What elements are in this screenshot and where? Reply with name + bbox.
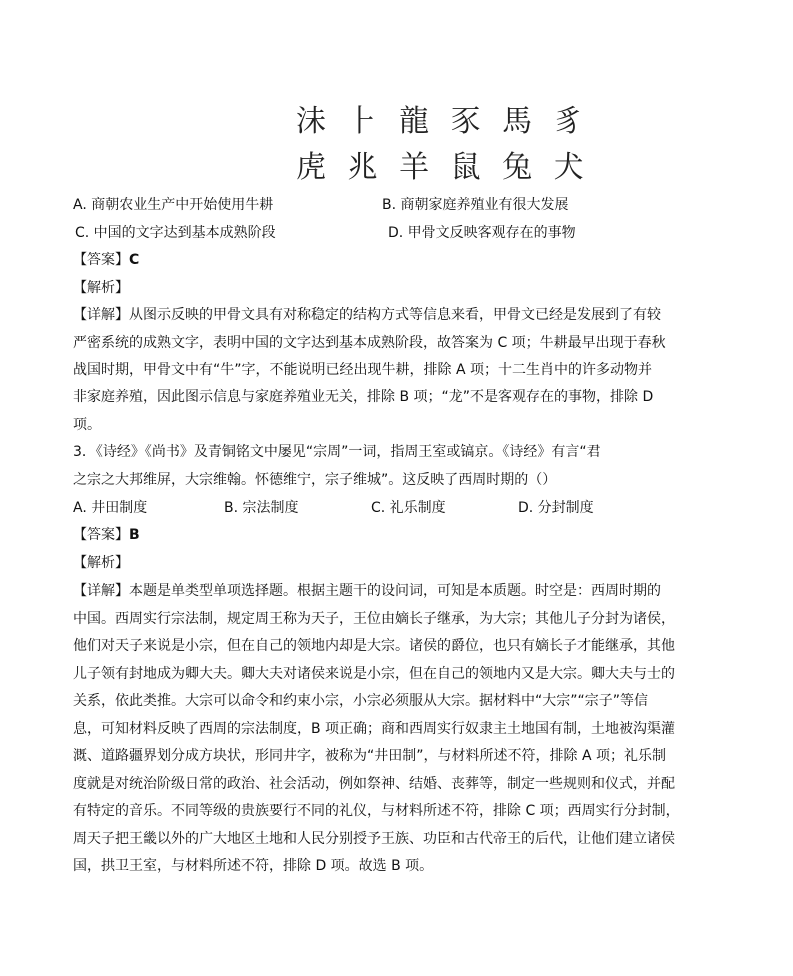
q2-option-c: C. 中国的文字达到基本成熟阶段 (75, 225, 276, 241)
q2-answer-label: 【答案】 (73, 252, 129, 268)
q2-detail-line: 严密系统的成熟文字，表明中国的文字达到基本成熟阶段，故答案为 C 项；牛耕最早出现于春秋 (73, 335, 666, 351)
q3-detail-line: 他们对天子来说是小宗，但在自己的领地内却是大宗。诸侯的爵位，也只有嫡长子才能继承，其他 (73, 638, 675, 654)
q3-detail-line: 国，拱卫王室，与材料所述不符，排除 D 项。故选 B 项。 (73, 858, 434, 874)
q3-analysis-label: 【解析】 (73, 555, 129, 571)
q3-detail-line: 关系，依此类推。大宗可以命令和约束小宗，小宗必须服从大宗。据材料中“大宗”“宗子”等信 (73, 693, 649, 709)
q2-answer (73, 252, 723, 268)
q3-option-a: A. 井田制度 (73, 500, 148, 516)
q3-answer-label: 【答案】 (73, 527, 129, 543)
q3-detail-line: 有特定的音乐。不同等级的贵族要行不同的礼仪，与材料所述不符，排除 C 项；西周实行分封制， (73, 803, 680, 819)
q3-detail-line: 度就是对统治阶级日常的政治、社会活动，例如祭神、结婚、丧葬等，制定一些规则和仪式，并配 (73, 776, 675, 792)
q2-option-b: B. 商朝家庭养殖业有很大发展 (382, 197, 569, 213)
q3-option-d: D. 分封制度 (518, 500, 594, 516)
q3-detail-line: 溉、道路疆界划分成方块状，形同井字，被称为“井田制”，与材料所述不符，排除 A 项；礼乐制 (73, 748, 666, 764)
q3-option-b: B. 宗法制度 (224, 500, 299, 516)
q3-detail-line: 息，可知材料反映了西周的宗法制度，B 项正确；商和西周实行奴隶主土地国有制，土地被沟渠灌 (73, 721, 676, 737)
q2-option-d: D. 甲骨文反映客观存在的事物 (388, 225, 576, 241)
oracle-bone-figure-row2: 虎 兆 羊 鼠 兔 犬 (296, 150, 590, 185)
q2-answer-value: C (129, 252, 140, 268)
q2-detail-line: 【详解】从图示反映的甲骨文具有对称稳定的结构方式等信息来看，甲骨文已经是发展到了有较 (73, 307, 661, 323)
q3-stem-line: 之宗之大邦维屏，大宗维翰。怀德维宁，宗子维城”。这反映了西周时期的（） (73, 472, 557, 488)
q2-analysis-label: 【解析】 (73, 280, 129, 296)
q3-detail-line: 周天子把王畿以外的广大地区土地和人民分别授予王族、功臣和古代帝王的后代，让他们建立诸侯 (73, 831, 675, 847)
q3-detail-line: 儿子领有封地成为卿大夫。卿大夫对诸侯来说是小宗，但在自己的领地内又是大宗。卿大夫与士的 (73, 666, 675, 682)
q3-answer (73, 527, 723, 543)
q2-option-a: A. 商朝农业生产中开始使用牛耕 (73, 197, 274, 213)
q3-answer-value: B (129, 527, 140, 543)
q3-stem-line: 3．《诗经》《尚书》及青铜铭文中屡见“宗周”一词，指周王室或镐京。《诗经》有言“君 (73, 444, 601, 460)
q3-detail-line: 【详解】本题是单类型单项选择题。根据主题干的设问词，可知是本质题。时空是：西周时期的 (73, 583, 661, 599)
q2-detail-line: 战国时期，甲骨文中有“牛”字，不能说明已经出现牛耕，排除 A 项；十二生肖中的许多动物并 (73, 362, 652, 378)
q3-option-c: C. 礼乐制度 (371, 500, 446, 516)
q2-detail-line: 项。 (73, 417, 101, 433)
q3-detail-line: 中国。西周实行宗法制，规定周王称为天子，王位由嫡长子继承，为大宗；其他儿子分封为诸侯， (73, 611, 675, 627)
oracle-bone-figure-row1: 沬 ⺊ 龍 豕 馬 豸 (296, 104, 590, 139)
q2-detail-line: 非家庭养殖，因此图示信息与家庭养殖业无关，排除 B 项；“龙”不是客观存在的事物，排除 D (73, 389, 654, 405)
